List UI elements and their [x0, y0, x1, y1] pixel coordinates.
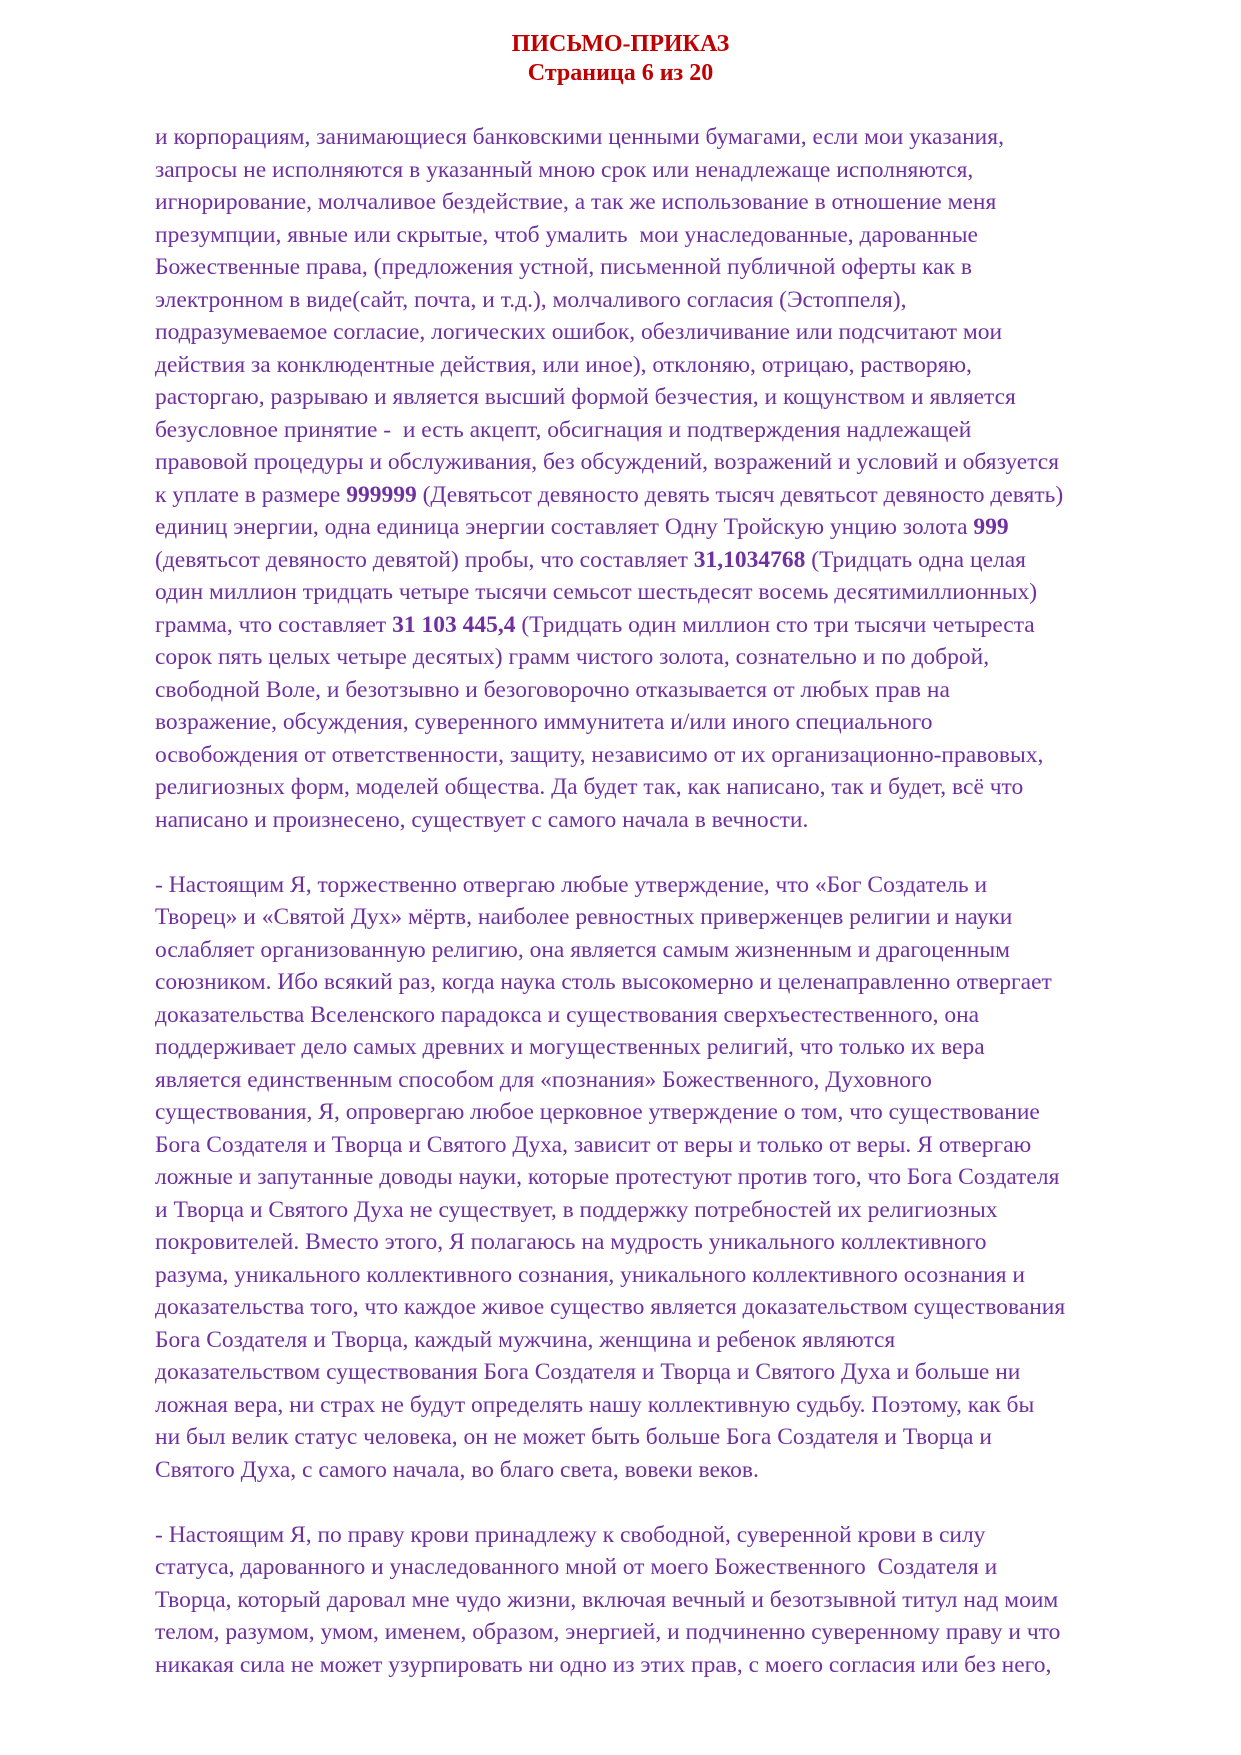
text-segment: безусловное принятие - и есть акцепт, обсигнация и подтверждения надлежащей — [155, 416, 972, 443]
text-segment: возражение, обсуждения, суверенного иммунитета и/или иного специального — [155, 709, 933, 735]
text-segment: религиозных форм, моделей общества. Да будет так, как написано, так и будет, всё что — [155, 774, 1024, 800]
text-line — [155, 1259, 1181, 1292]
text-segment: сорок пять целых четыре десятых) грамм чистого золота, сознательно и по доброй, — [155, 644, 990, 670]
text-segment: разума, уникального коллективного сознания, уникального коллективного осознания и — [155, 1261, 1026, 1288]
text-segment: доказательством существования Бога Создателя и Творца и Святого Духа и больше ни — [155, 1359, 1021, 1385]
text-segment: игнорирование, молчаливое бездействие, а так же использование в отношение меня — [155, 189, 997, 215]
text-segment: грамма, что составляет — [155, 611, 393, 638]
text-line — [155, 1421, 1181, 1454]
paragraph — [155, 1519, 1181, 1682]
text-line — [155, 1064, 1181, 1097]
text-line — [155, 511, 1181, 544]
text-segment: статуса, дарованного и унаследованного мной от моего Божественного Создателя и — [155, 1554, 998, 1580]
text-segment: и Творца и Святого Духа не существует, в поддержку потребностей их религиозных — [155, 1196, 998, 1223]
page-header — [0, 0, 1241, 88]
text-segment: ни был велик статус человека, он не может быть больше Бога Создателя и Творца и — [155, 1424, 992, 1450]
text-segment: презумпции, явные или скрытые, чтоб умалить мои унаследованные, дарованные — [155, 221, 978, 248]
text-line — [155, 771, 1181, 804]
text-line — [155, 1031, 1181, 1064]
text-line — [155, 1324, 1181, 1357]
text-line — [155, 414, 1181, 447]
bold-number: 999 — [973, 514, 1009, 540]
text-segment: (Девятьсот девяносто девять тысяч девятьсот девяносто девять) — [416, 481, 1064, 508]
text-segment: свободной Воле, и безотзывно и безоговорочно отказывается от любых прав на — [155, 676, 950, 703]
document-title: ПИСЬМО-ПРИКАЗ — [511, 31, 730, 57]
text-segment: - Настоящим Я, торжественно отвергаю любые утверждение, что «Бог Создатель и — [155, 871, 988, 898]
text-segment: (Тридцать один миллион сто три тысячи четыреста — [515, 611, 1035, 638]
text-line — [155, 381, 1181, 414]
text-line — [155, 154, 1181, 187]
bold-number: 31,1034768 — [693, 546, 806, 573]
paragraph — [155, 869, 1181, 1487]
text-line — [155, 316, 1181, 349]
text-line — [155, 544, 1181, 577]
text-segment: запросы не исполняются в указанный мною срок или ненадлежаще исполняются, — [155, 156, 974, 183]
text-line — [155, 1194, 1181, 1227]
text-line — [155, 1649, 1181, 1682]
text-segment: к уплате в размере — [155, 481, 347, 508]
text-segment: ложная вера, ни страх не будут определять нашу коллективную судьбу. Поэтому, как бы — [155, 1391, 1035, 1418]
text-line — [155, 739, 1181, 772]
text-line — [155, 804, 1181, 837]
text-line — [155, 446, 1181, 479]
text-segment: Бога Создателя и Творца и Святого Духа, зависит от веры и только от веры. Я отвергаю — [155, 1131, 1032, 1158]
text-segment: действия за конклюдентные действия, или иное), отклоняю, отрицаю, растворяю, — [155, 351, 972, 378]
text-segment: Святого Духа, с самого начала, во благо света, вовеки веков. — [155, 1456, 759, 1483]
text-line — [155, 576, 1181, 609]
bold-number: 999999 — [346, 481, 417, 508]
text-line — [155, 251, 1181, 284]
paragraph — [155, 121, 1181, 836]
text-segment: единиц энергии, одна единица энергии составляет Одну Тройскую унцию золота — [155, 514, 974, 540]
text-segment: покровителей. Вместо этого, Я полагаюсь на мудрость уникального коллективного — [155, 1229, 987, 1255]
text-line — [155, 901, 1181, 934]
text-line — [155, 706, 1181, 739]
text-segment: существования, Я, опровергаю любое церковное утверждение о том, что существование — [155, 1099, 1040, 1125]
text-line — [155, 1551, 1181, 1584]
text-line — [155, 1129, 1181, 1162]
text-line — [155, 1519, 1181, 1552]
text-line — [155, 479, 1181, 512]
page-indicator: Страница 6 из 20 — [527, 60, 714, 86]
text-line — [155, 674, 1181, 707]
text-segment: телом, разумом, умом, именем, образом, энергией, и подчиненно суверенному праву и что — [155, 1619, 1061, 1645]
text-line — [155, 186, 1181, 219]
text-line — [155, 934, 1181, 967]
text-line — [155, 1226, 1181, 1259]
text-line — [155, 1616, 1181, 1649]
text-line — [155, 999, 1181, 1032]
text-segment: доказательства Вселенского парадокса и существования сверхъестественного, она — [155, 1001, 980, 1028]
text-line — [155, 641, 1181, 674]
text-line — [155, 1096, 1181, 1129]
text-line — [155, 1584, 1181, 1617]
text-segment: освобождения от ответственности, защиту, независимо от их организационно-правовых, — [155, 741, 1044, 768]
text-segment: союзником. Ибо всякий раз, когда наука столь высокомерно и целенаправленно отвергает — [155, 969, 1052, 995]
text-line — [155, 869, 1181, 902]
text-line — [155, 1291, 1181, 1324]
document-body — [155, 121, 1181, 1681]
text-segment: электронном в виде(сайт, почта, и т.д.), молчаливого согласия (Эстоппеля), — [155, 286, 907, 313]
text-line — [155, 219, 1181, 252]
text-line — [155, 1161, 1181, 1194]
text-line — [155, 121, 1181, 154]
text-line — [155, 349, 1181, 382]
text-segment: один миллион тридцать четыре тысячи семьсот шестьдесят восемь десятимиллионных) — [155, 579, 1038, 605]
text-segment: Бога Создателя и Творца, каждый мужчина, женщина и ребенок являются — [155, 1326, 896, 1353]
text-segment: ложные и запутанные доводы науки, которые протестуют против того, что Бога Создателя — [155, 1164, 1060, 1190]
bold-number: 31 103 445,4 — [392, 611, 516, 638]
text-line — [155, 1454, 1181, 1487]
text-line — [155, 966, 1181, 999]
text-segment: Творец» и «Святой Дух» мёртв, наиболее ревностных приверженцев религии и науки — [155, 904, 1013, 930]
text-line — [155, 609, 1181, 642]
text-segment: (Тридцать одна целая — [805, 546, 1026, 573]
text-segment: поддерживает дело самых древних и могущественных религий, что только их вера — [155, 1034, 985, 1060]
text-segment: (девятьсот девяносто девятой) пробы, что составляет — [155, 546, 694, 573]
text-line — [155, 284, 1181, 317]
text-segment: Божественные права, (предложения устной, письменной публичной оферты как в — [155, 254, 972, 280]
text-segment: никакая сила не может узурпировать ни одно из этих прав, с моего согласия или без него, — [155, 1651, 1052, 1678]
text-segment: ослабляет организованную религию, она является самым жизненным и драгоценным — [155, 936, 1010, 963]
text-segment: расторгаю, разрываю и является высший формой безчестия, и кощунством и является — [155, 384, 1016, 410]
text-line — [155, 1356, 1181, 1389]
text-segment: подразумеваемое согласие, логических ошибок, обезличивание или подсчитают мои — [155, 319, 1003, 345]
text-segment: Творца, который даровал мне чудо жизни, включая вечный и безотзывной титул над моим — [155, 1586, 1059, 1613]
text-segment: написано и произнесено, существует с самого начала в вечности. — [155, 806, 809, 833]
text-segment: является единственным способом для «познания» Божественного, Духовного — [155, 1066, 932, 1093]
text-segment: - Настоящим Я, по праву крови принадлежу к свободной, суверенной крови в силу — [155, 1521, 986, 1548]
text-segment: правовой процедуры и обслуживания, без обсуждений, возражений и условий и обязуется — [155, 449, 1060, 475]
text-segment: и корпорациям, занимающиеся банковскими ценными бумагами, если мои указания, — [155, 124, 1004, 150]
text-line — [155, 1389, 1181, 1422]
text-segment: доказательства того, что каждое живое существо является доказательством существования — [155, 1294, 1066, 1320]
